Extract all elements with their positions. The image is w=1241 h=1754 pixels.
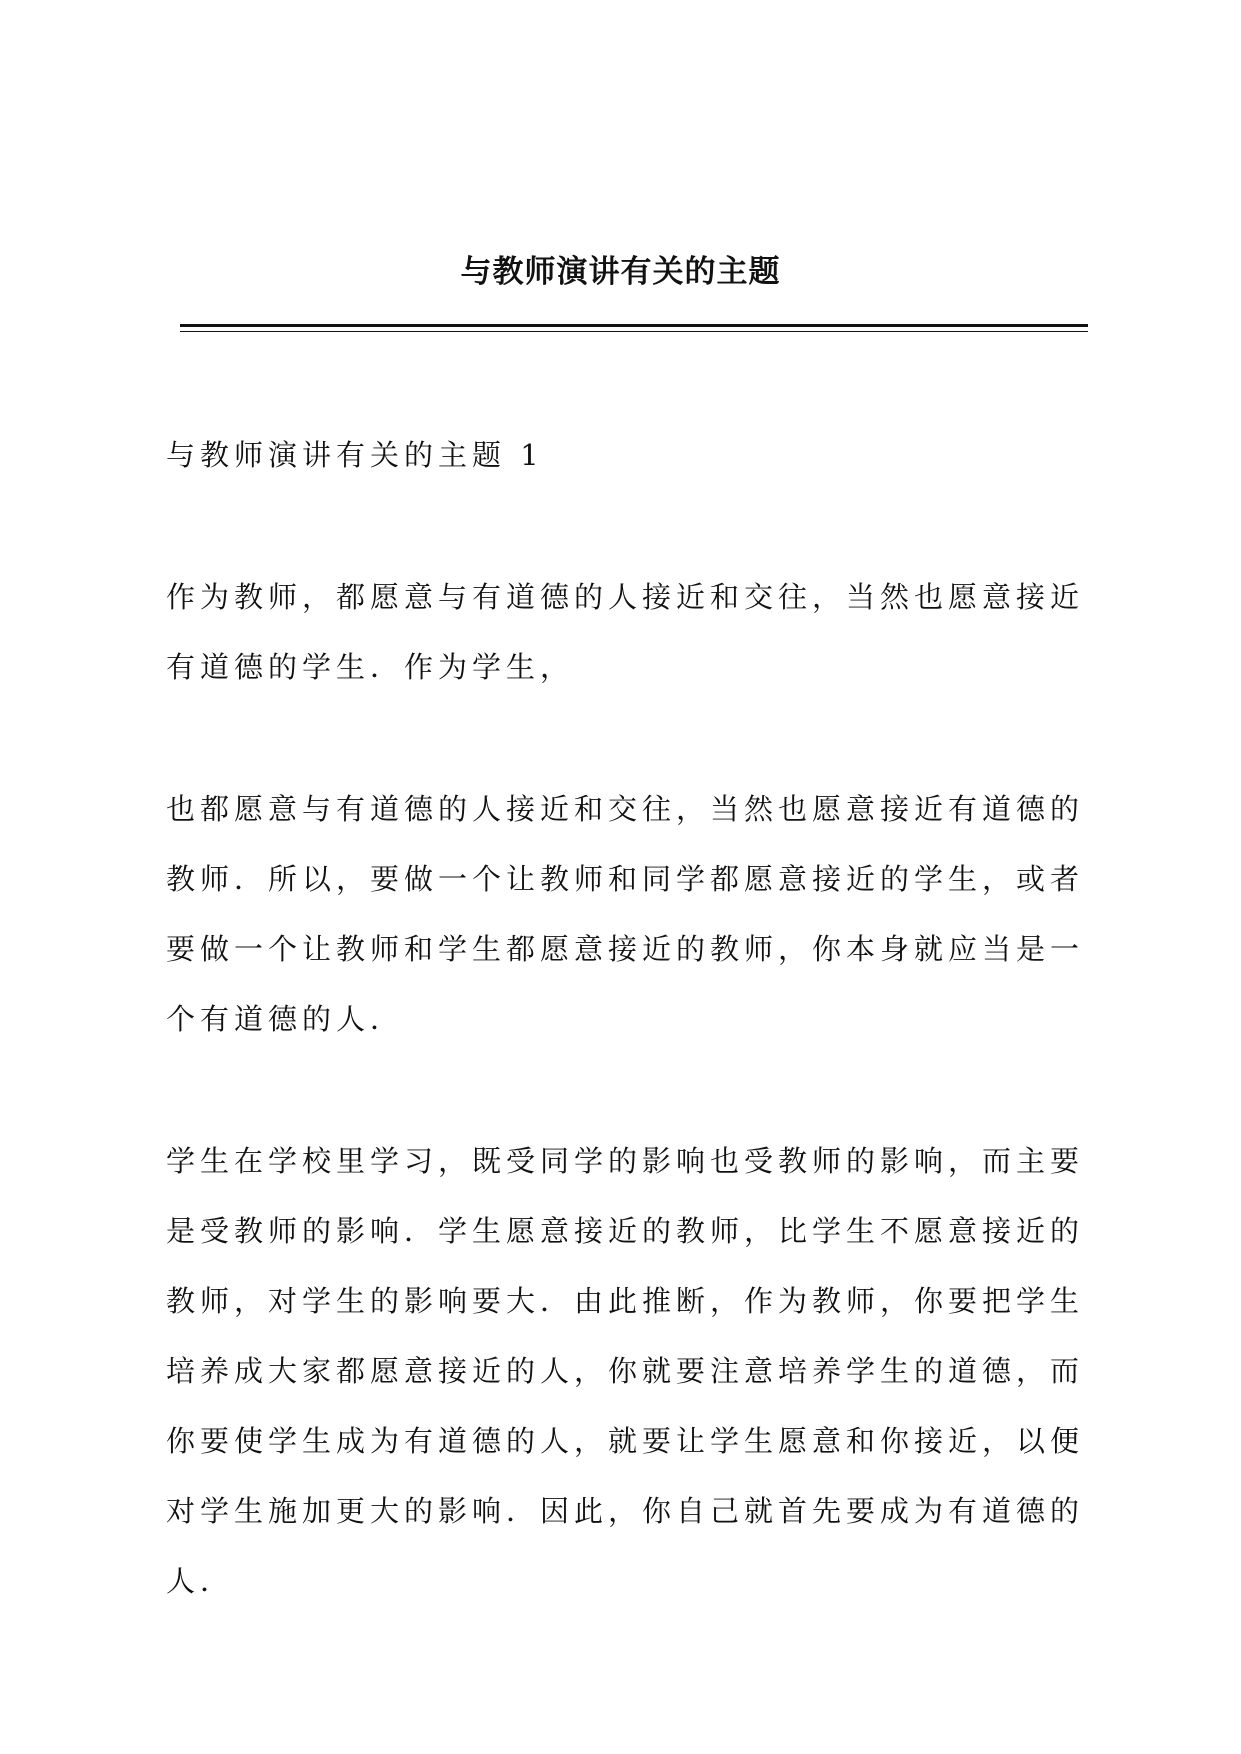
paragraph-1: 作为教师，都愿意与有道德的人接近和交往，当然也愿意接近有道德的学生．作为学生， [166, 580, 1085, 684]
document-body [166, 420, 1096, 1688]
title-double-rule [180, 324, 1088, 332]
section-heading: 与教师演讲有关的主题 1 [166, 438, 544, 472]
paragraph-3: 学生在学校里学习，既受同学的影响也受教师的影响，而主要是受教师的影响．学生愿意接近的教师，比学生不愿意接近的教师，对学生的影响要大．由此推断，作为教师，你要把学生培养成大家都愿意接近的人，你就要注意培养学生的道德，而你要使学生成为有道德的人，就要让学生愿意和你接近，以便对学生施加更大的影响．因此，你自己就首先要成为有道德的人． [166, 1144, 1085, 1598]
paragraph-2: 也都愿意与有道德的人接近和交往，当然也愿意接近有道德的教师．所以，要做一个让教师和同学都愿意接近的学生，或者要做一个让教师和学生都愿意接近的教师，你本身就应当是一个有道德的人． [166, 792, 1085, 1036]
document-title: 与教师演讲有关的主题 [460, 254, 781, 290]
